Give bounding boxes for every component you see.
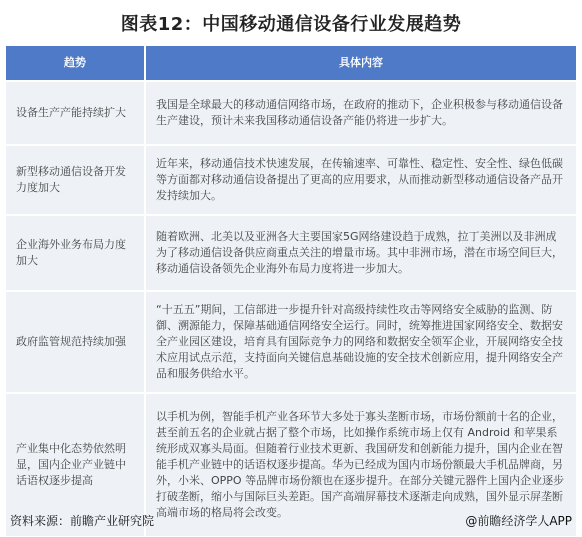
trend-cell: 设备生产产能持续扩大 (6, 82, 146, 146)
content-cell: 随着欧洲、北美以及亚洲各大主要国家5G网络建设趋于成熟，拉丁美洲以及非洲成为了移动通信设备供应商重点关注的增量市场。其中非洲市场，潜在市场空间巨大，移动通信设备领先企业海外布局力度将进一步加大。 (146, 216, 576, 292)
trend-cell: 政府监管规范持续加强 (6, 292, 146, 394)
column-header-content: 具体内容 (146, 46, 576, 82)
table-row (6, 146, 576, 216)
table-header-row (6, 46, 576, 82)
content-cell: “十五五”期间，工信部进一步提升针对高级持续性攻击等网络安全威胁的监测、防御、溯源能力，保障基础通信网络安全运行。同时，统筹推进国家网络安全、数据安全产业园区建设，培育具有国际竞争力的网络和数据安全领军企业，开展网络安全技术应用试点示范，支持面向关键信息基础设施的安全技术创新应用，提升网络安全产品和服务供给水平。 (146, 292, 576, 394)
content-cell: 近年来，移动通信技术快速发展，在传输速率、可靠性、稳定性、安全性、绿色低碳等方面都对移动通信设备提出了更高的应用要求，从而推动新型移动通信设备产品开发持续加大。 (146, 146, 576, 216)
table-row (6, 292, 576, 394)
table-row (6, 216, 576, 292)
trend-cell: 新型移动通信设备开发力度加大 (6, 146, 146, 216)
column-header-trend: 趋势 (6, 46, 146, 82)
content-cell: 我国是全球最大的移动通信网络市场，在政府的推动下，企业积极参与移动通信设备生产建设，预计未来我国移动通信设备产能仍将进一步扩大。 (146, 82, 576, 146)
source-text: 资料来源：前瞻产业研究院 (10, 514, 155, 528)
table-row (6, 82, 576, 146)
brand-text: @前瞻经济学人APP (465, 514, 572, 528)
page-title: 图表12：中国移动通信设备行业发展趋势 (120, 14, 462, 35)
trend-cell: 产业集中化态势依然明显，国内企业产业链中话语权逐步提高 (6, 394, 146, 537)
trend-table (6, 46, 576, 537)
footer (0, 505, 582, 529)
trend-cell: 企业海外业务布局力度加大 (6, 216, 146, 292)
content-cell: 以手机为例，智能手机产业各环节大多处于寡头垄断市场，市场份额前十名的企业，甚至前五名的企业就占据了整个市场，比如操作系统市场上仅有 Android 和苹果系统形成双寡头局面。但随着行业技术更新、我国研发和创新能力提升，国内企业在智能手机产业链中的话语权逐步提高。华为已经成为国内市场份额最大手机品牌商，另外，小米、OPPO 等品牌市场份额也在逐步提升。在部分关键元器件上国内企业逐步打破垄断，缩小与国际巨头差距。国产高端屏幕技术逐渐走向成熟，国外显示屏垄断高端市场的格局将会改变。 (146, 394, 576, 537)
